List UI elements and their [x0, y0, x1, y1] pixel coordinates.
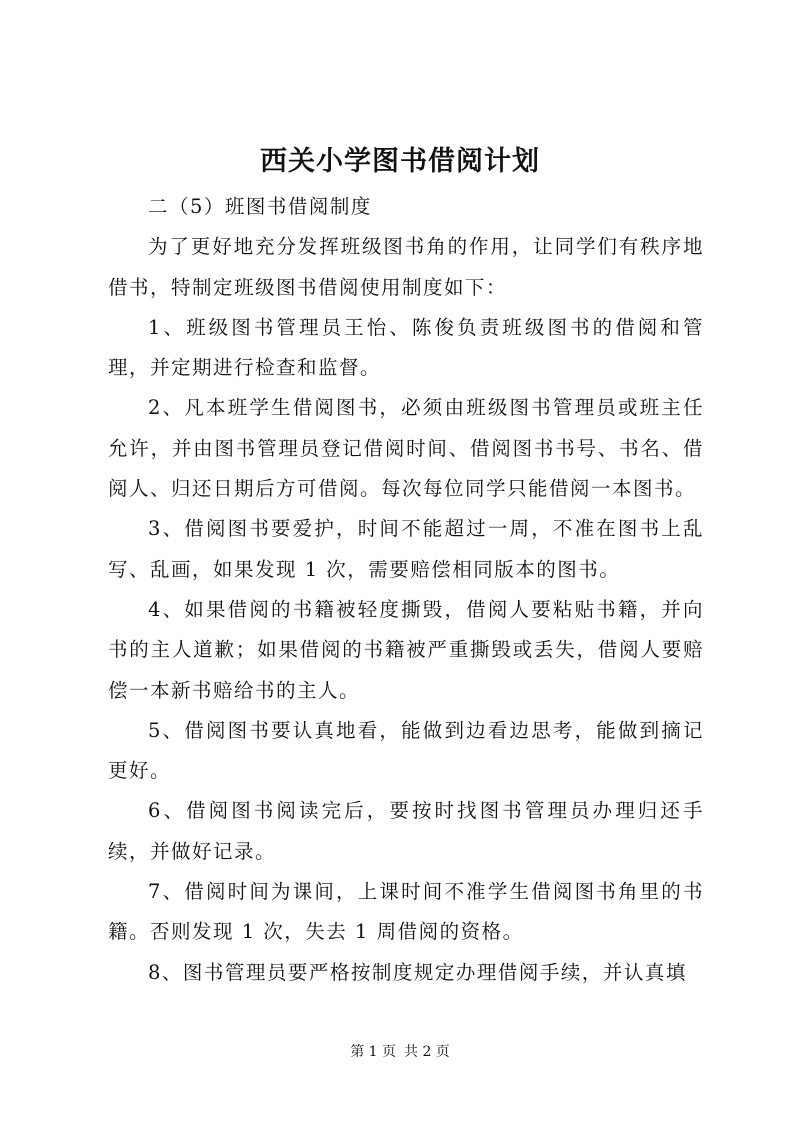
section-heading: 二（5）班图书借阅制度 [148, 195, 372, 218]
page-title: 西关小学图书借阅计划 [260, 146, 540, 177]
page-number-current: 第 1 页 [350, 1044, 396, 1060]
paragraph: 2、凡本班学生借阅图书，必须由班级图书管理员或班主任允许，并由图书管理员登记借阅时间、借阅图书书号、书名、借阅人、归还日期后方可借阅。每次每位同学只能借阅一本图书。 [108, 396, 704, 501]
document-body [108, 187, 704, 993]
page-footer [0, 1042, 800, 1062]
paragraph: 5、借阅图书要认真地看，能做到边看边思考，能做到摘记更好。 [108, 718, 704, 783]
paragraph: 8、图书管理员要严格按制度规定办理借阅手续，并认真填 [148, 960, 687, 984]
page-number-total: 共 2 页 [404, 1044, 450, 1060]
paragraph: 为了更好地充分发挥班级图书角的作用，让同学们有秩序地借书，特制定班级图书借阅使用制度如下： [108, 235, 704, 299]
paragraph: 1、班级图书管理员王怡、陈俊负责班级图书的借阅和管理，并定期进行检查和监督。 [108, 315, 704, 380]
paragraph: 7、借阅时间为课间，上课时间不准学生借阅图书角里的书籍。否则发现 1 次，失去 1 周借阅的资格。 [108, 880, 704, 944]
paragraph: 6、借阅图书阅读完后，要按时找图书管理员办理归还手续，并做好记录。 [108, 799, 704, 863]
paragraph: 3、借阅图书要爱护，时间不能超过一周，不准在图书上乱写、乱画，如果发现 1 次，需要赔偿相同版本的图书。 [108, 517, 704, 581]
paragraph: 4、如果借阅的书籍被轻度撕毁，借阅人要粘贴书籍，并向书的主人道歉；如果借阅的书籍被严重撕毁或丢失，借阅人要赔偿一本新书赔给书的主人。 [108, 597, 704, 702]
